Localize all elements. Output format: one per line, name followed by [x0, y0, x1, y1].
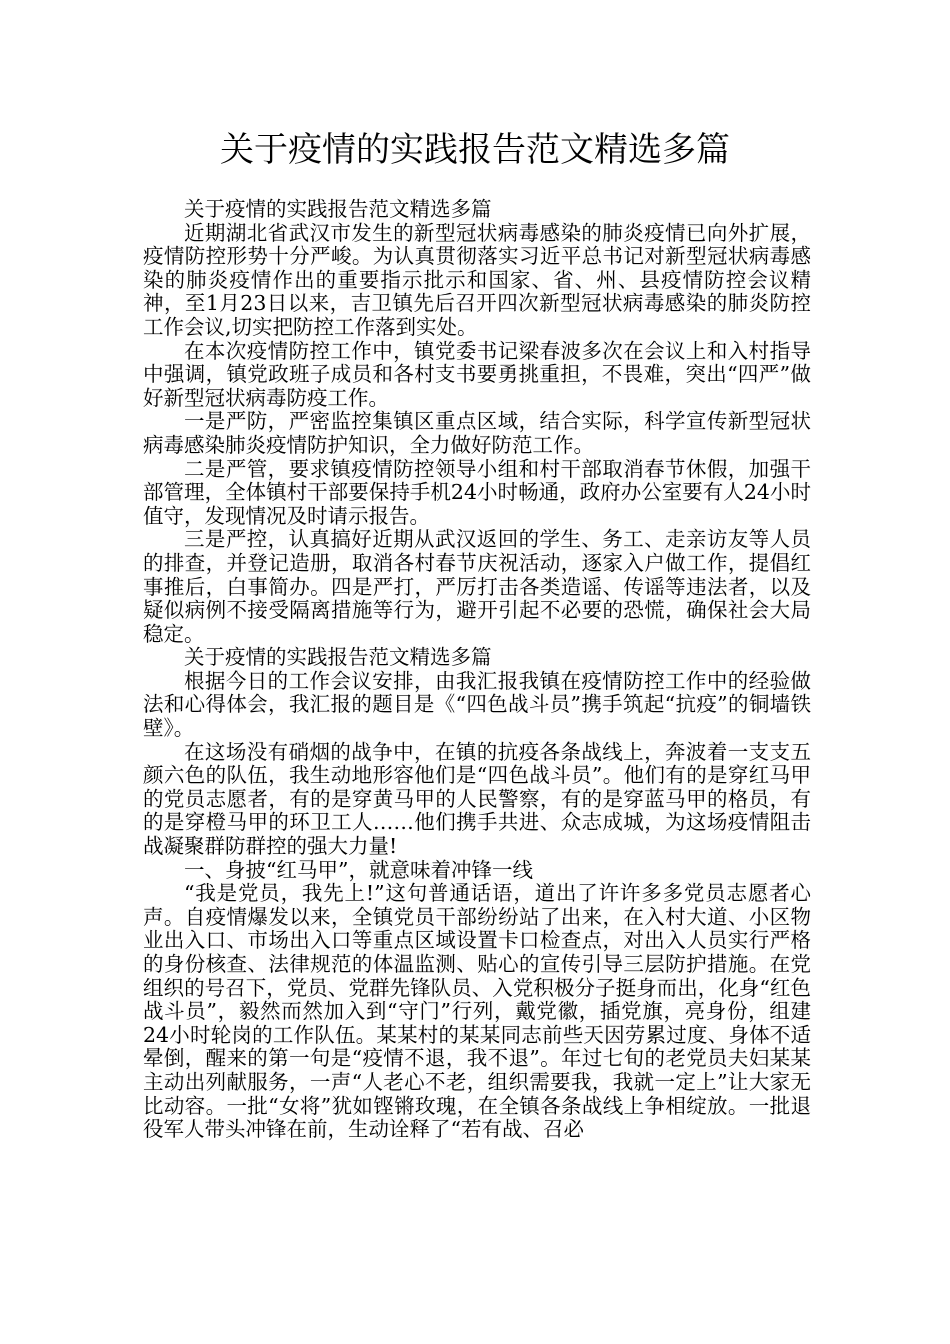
subtitle-paragraph-2: 关于疫情的实践报告范文精选多篇 — [184, 645, 492, 670]
paragraph-strict-management: 二是严管，要求镇疫情防控领导小组和村干部取消春节休假，加强干部管理，全体镇村干部要保持手机24小时畅通，政府办公室要有人24小时值守，发现情况及时请示报告。 — [143, 456, 811, 528]
paragraph-strict-control: 三是严控，认真搞好近期从武汉返回的学生、务工、走亲访友等人员的排查，并登记造册，取消各村春节庆祝活动，逐家入户做工作，提倡红事推后，白事简办。四是严打，严厉打击各类造谣、传谣等违法者，以及疑似病例不接受隔离措施等行为，避开引起不必要的恐慌，确保社会大局稳定。 — [143, 527, 811, 646]
paragraph-four-color-fighters: 在这场没有硝烟的战争中，在镇的抗疫各条战线上，奔波着一支支五颜六色的队伍，我生动地形容他们是“四色战斗员”。他们有的是穿红马甲的党员志愿者，有的是穿黄马甲的人民警察，有的是穿蓝马甲的格员，有的是穿橙马甲的环卫工人……他们携手共进、众志成城，为这场疫情阻击战凝聚群防群控的强大力量! — [143, 739, 811, 859]
paragraph-party-volunteers: “我是党员，我先上!”这句普通话语，道出了许许多多党员志愿者心声。自疫情爆发以来，全镇党员干部纷纷站了出来，在入村大道、小区物业出入口、市场出入口等重点区域设置卡口检查点，对出入人员实行严格的身份核查、法律规范的体温监测、贴心的宣传引导三层防护措施。在党组织的号召下，党员、党群先锋队员、入党积极分子挺身而出，化身“红色战斗员”，毅然而然加入到“守门”行列，戴党徽，插党旗，亮身份，组建24小时轮岗的工作队伍。某某村的某某同志前些天因劳累过度、身体不适晕倒，醒来的第一句是“疫情不退，我不退”。年过七旬的老党员夫妇某某主动出列献服务，一声“人老心不老，组织需要我，我就一定上”让大家无比动容。一批“女将”犹如铿锵玫瑰，在全镇各条战线上争相绽放。一批退役军人带头冲锋在前，生动诠释了“若有战、召必 — [143, 881, 811, 1142]
paragraph-intro: 近期湖北省武汉市发生的新型冠状病毒感染的肺炎疫情已向外扩展，疫情防控形势十分严峻。为认真贯彻落实习近平总书记对新型冠状病毒感染的肺炎疫情作出的重要指示批示和国家、省、州、县疫情防控会议精神，至1月23日以来，吉卫镇先后召开四次新型冠状病毒感染的肺炎防控工作会议,切实把防控工作落到实处。 — [143, 220, 811, 339]
paragraph-four-strict: 在本次疫情防控工作中，镇党委书记梁春波多次在会议上和入村指导中强调，镇党政班子成员和各村支书要勇挑重担，不畏难，突出“四严”做好新型冠状病毒防疫工作。 — [143, 338, 811, 410]
subtitle-paragraph-1: 关于疫情的实践报告范文精选多篇 — [184, 197, 492, 221]
paragraph-strict-prevention: 一是严防，严密监控集镇区重点区域，结合实际，科学宣传新型冠状病毒感染肺炎疫情防护知识，全力做好防范工作。 — [143, 409, 811, 457]
document-title: 关于疫情的实践报告范文精选多篇 — [220, 130, 730, 170]
document-body — [143, 198, 811, 1142]
section-heading-red-vest: 一、身披“红马甲”，就意味着冲锋一线 — [184, 857, 533, 882]
paragraph-report-topic: 根据今日的工作会议安排，由我汇报我镇在疫情防控工作中的经验做法和心得体会，我汇报的题目是《“四色战斗员”携手筑起“抗疫”的铜墙铁壁》。 — [143, 668, 811, 741]
